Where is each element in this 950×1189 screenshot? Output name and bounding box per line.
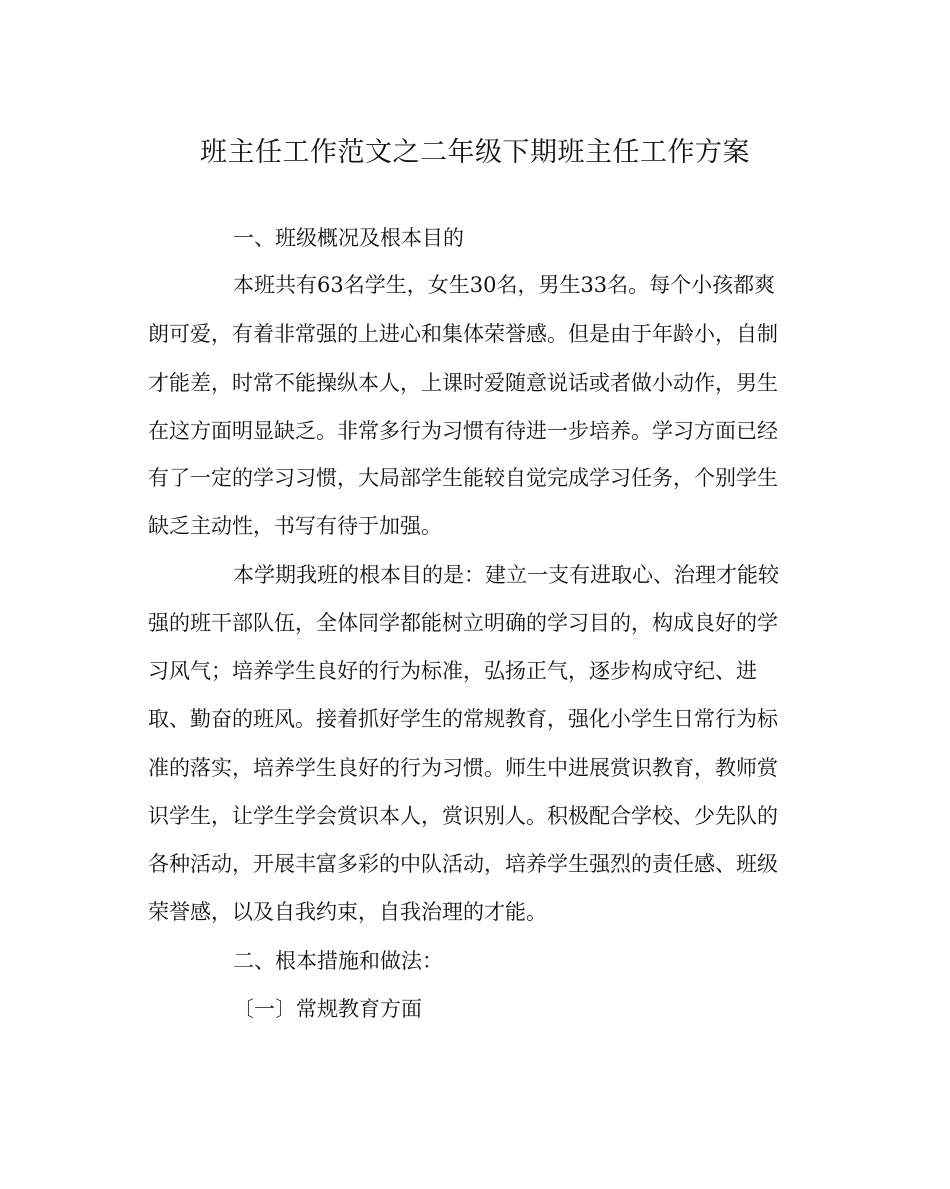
paragraph-line: 强的班干部队伍，全体同学都能树立明确的学习目的，构成良好的学 [148,611,778,635]
paragraph-line: 准的落实，培养学生良好的行为习惯。师生中进展赏识教育，教师赏 [148,756,778,780]
paragraph-line: 朗可爱，有着非常强的上进心和集体荣誉感。但是由于年龄小，自制 [148,322,778,346]
paragraph-line: 取、勤奋的班风。接着抓好学生的常规教育，强化小学生日常行为标 [148,707,778,731]
section-heading-2: 二、根本措施和做法： [233,949,443,973]
document-title: 班主任工作范文之二年级下期班主任工作方案 [200,137,750,168]
paragraph-line: 本班共有63名学生，女生30名，男生33名。每个小孩都爽 [233,273,776,297]
paragraph-line: 才能差，时常不能操纵本人，上课时爱随意说话或者做小动作，男生 [148,371,778,395]
paragraph-line: 在这方面明显缺乏。非常多行为习惯有待进一步培养。学习方面已经 [148,419,778,443]
paragraph-line: 本学期我班的根本目的是：建立一支有进取心、治理才能较 [233,563,779,587]
paragraph-line: 荣誉感，以及自我约束，自我治理的才能。 [148,900,547,924]
paragraph-line: 习风气；培养学生良好的行为标准，弘扬正气，逐步构成守纪、进 [148,659,757,683]
subsection-heading: 〔一〕常规教育方面 [233,997,422,1021]
paragraph-line: 各种活动，开展丰富多彩的中队活动，培养学生强烈的责任感、班级 [148,852,778,876]
section-heading-1: 一、班级概况及根本目的 [233,226,464,250]
paragraph-line: 识学生，让学生学会赏识本人，赏识别人。积极配合学校、少先队的 [148,804,778,828]
paragraph-line: 缺乏主动性，书写有待于加强。 [148,514,442,538]
paragraph-line: 有了一定的学习习惯，大局部学生能较自觉完成学习任务，个别学生 [148,466,778,490]
